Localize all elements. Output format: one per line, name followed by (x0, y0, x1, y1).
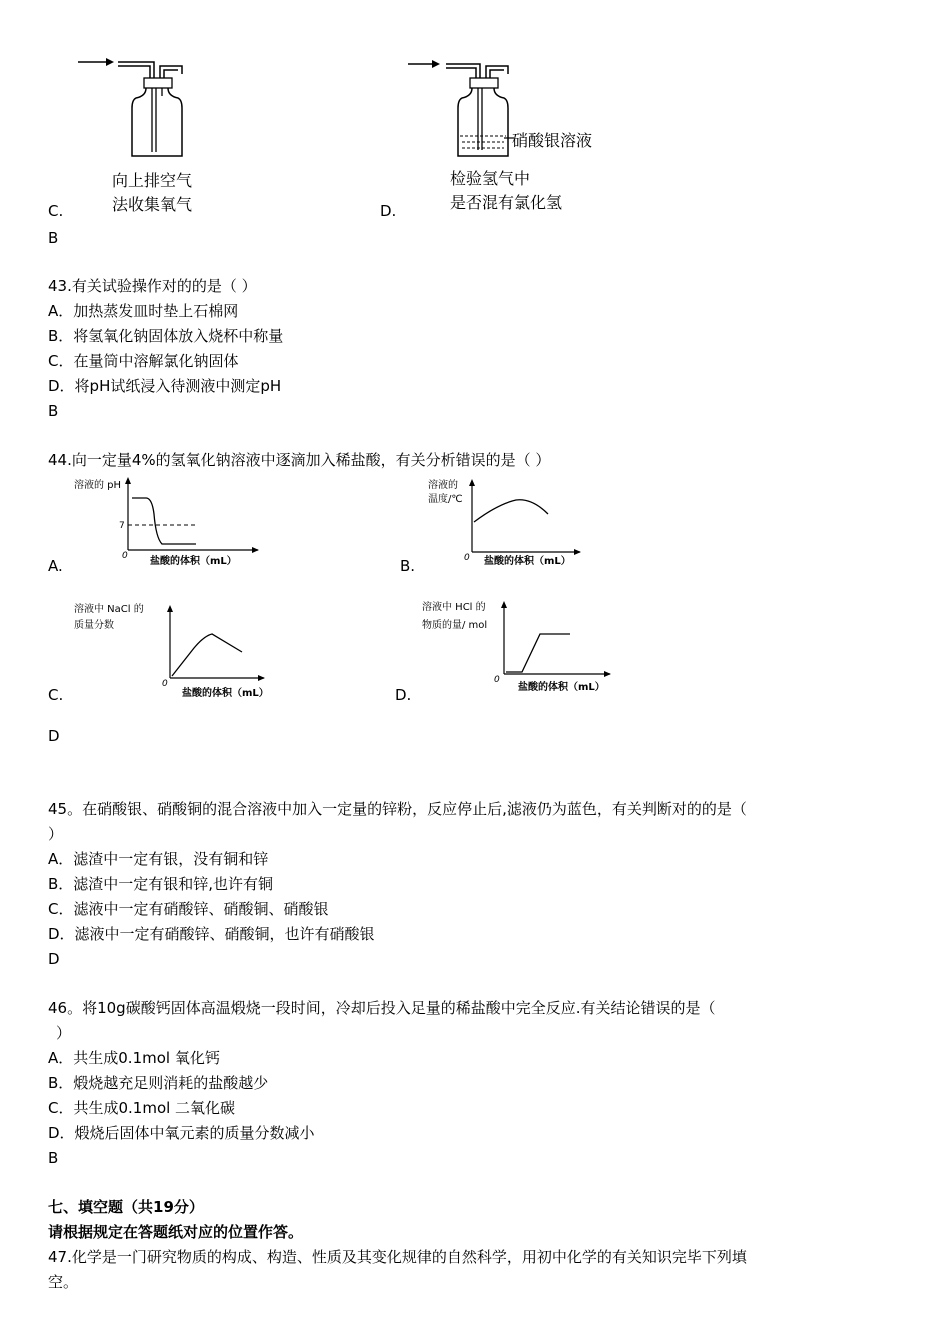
apparatus-c-caption-2: 法收集氧气 (112, 195, 193, 214)
graph-a-ylabel: 溶液的 pH (74, 480, 122, 491)
graph-d-curve (506, 634, 570, 672)
q43-option-d: D．将pH试纸浸入待测液中测定pH (48, 377, 282, 395)
graph-a-letter: A. (48, 557, 63, 575)
q42-answer: B (48, 229, 59, 247)
graph-c-origin: 0 (162, 679, 168, 689)
q45-option-d: D．滤液中一定有硝酸锌、硝酸铜，也许有硝酸银 (48, 925, 375, 943)
q45-option-a: A．滤渣中一定有银，没有铜和锌 (48, 850, 269, 868)
graph-d-ylabel-2: 物质的量/ mol (422, 620, 488, 631)
option-c-letter: C. (48, 202, 64, 220)
q47-line-1: 47.化学是一门研究物质的构成、构造、性质及其变化规律的自然科学，用初中化学的有关知识完毕下列填 (48, 1248, 747, 1266)
graph-d-ylabel-1: 溶液中 HCl 的 (422, 602, 486, 613)
q43-option-b: B．将氢氧化钠固体放入烧杯中称量 (48, 327, 284, 345)
graph-b-curve (474, 500, 548, 522)
apparatus-d-caption-2: 是否混有氯化氢 (450, 193, 563, 212)
graph-b-xlabel: 盐酸的体积（mL） (484, 556, 571, 567)
graph-b-letter: B. (400, 557, 416, 575)
q43-answer: B (48, 402, 59, 420)
graph-a-xlabel: 盐酸的体积（mL） (150, 556, 237, 567)
section-7-title: 七、填空题（共19分） (48, 1198, 204, 1216)
q46-option-a: A．共生成0.1mol 氧化钙 (48, 1049, 220, 1067)
q46-option-d: D．煅烧后固体中氧元素的质量分数减小 (48, 1124, 315, 1142)
q45-stem-line-2: ） (48, 825, 64, 843)
q46-option-b: B．煅烧越充足则消耗的盐酸越少 (48, 1074, 269, 1092)
graph-c-letter: C. (48, 686, 64, 704)
apparatus-c-figure (70, 52, 200, 167)
graph-a-curve (132, 498, 196, 544)
apparatus-d-side-label: 硝酸银溶液 (512, 131, 593, 150)
q45-option-b: B．滤渣中一定有银和锌,也许有铜 (48, 875, 274, 893)
graph-b (426, 474, 616, 572)
graph-c-curve (172, 634, 242, 676)
q46-stem-line-2: ） (56, 1024, 72, 1042)
graph-c-ylabel-2: 质量分数 (74, 620, 114, 631)
apparatus-c-caption-1: 向上排空气 (112, 171, 193, 190)
graph-a-tick-7: 7 (119, 521, 125, 531)
q46-answer: B (48, 1149, 59, 1167)
graph-c-xlabel: 盐酸的体积（mL） (182, 688, 269, 699)
graph-c (72, 600, 302, 704)
q46-stem-line-1: 46。将10g碳酸钙固体高温煅烧一段时间，冷却后投入足量的稀盐酸中完全反应.有关结论错误的是（ (48, 999, 716, 1017)
q43-option-c: C．在量筒中溶解氯化钠固体 (48, 352, 239, 370)
q46-option-c: C．共生成0.1mol 二氧化碳 (48, 1099, 236, 1117)
graph-c-ylabel-1: 溶液中 NaCl 的 (74, 604, 144, 615)
q45-option-c: C．滤液中一定有硝酸锌、硝酸铜、硝酸银 (48, 900, 329, 918)
graph-d-letter: D. (395, 686, 412, 704)
graph-d-origin: 0 (494, 675, 500, 685)
q45-answer: D (48, 950, 60, 968)
q44-answer: D (48, 727, 60, 745)
apparatus-d-caption-1: 检验氢气中 (450, 169, 531, 188)
graph-d (420, 598, 630, 702)
q44-stem: 44.向一定量4%的氢氧化钠溶液中逐滴加入稀盐酸，有关分析错误的是（ ） (48, 451, 551, 469)
q43-option-a: A．加热蒸发皿时垫上石棉网 (48, 302, 239, 320)
q43-stem: 43.有关试验操作对的的是（ ） (48, 277, 257, 295)
section-7-instruction: 请根据规定在答题纸对应的位置作答。 (48, 1223, 304, 1241)
q45-stem-line-1: 45。在硝酸银、硝酸铜的混合溶液中加入一定量的锌粉，反应停止后,滤液仍为蓝色，有关判断对的的是（ (48, 800, 747, 818)
option-d-letter: D. (380, 202, 397, 220)
q47-line-2: 空。 (48, 1273, 79, 1291)
graph-a-origin: 0 (122, 551, 128, 561)
graph-b-ylabel-2: 温度/℃ (428, 494, 463, 505)
apparatus-d-figure (400, 52, 530, 167)
graph-d-xlabel: 盐酸的体积（mL） (518, 682, 605, 693)
graph-b-origin: 0 (464, 553, 470, 563)
graph-b-ylabel-1: 溶液的 (428, 480, 458, 491)
graph-a (72, 474, 262, 572)
